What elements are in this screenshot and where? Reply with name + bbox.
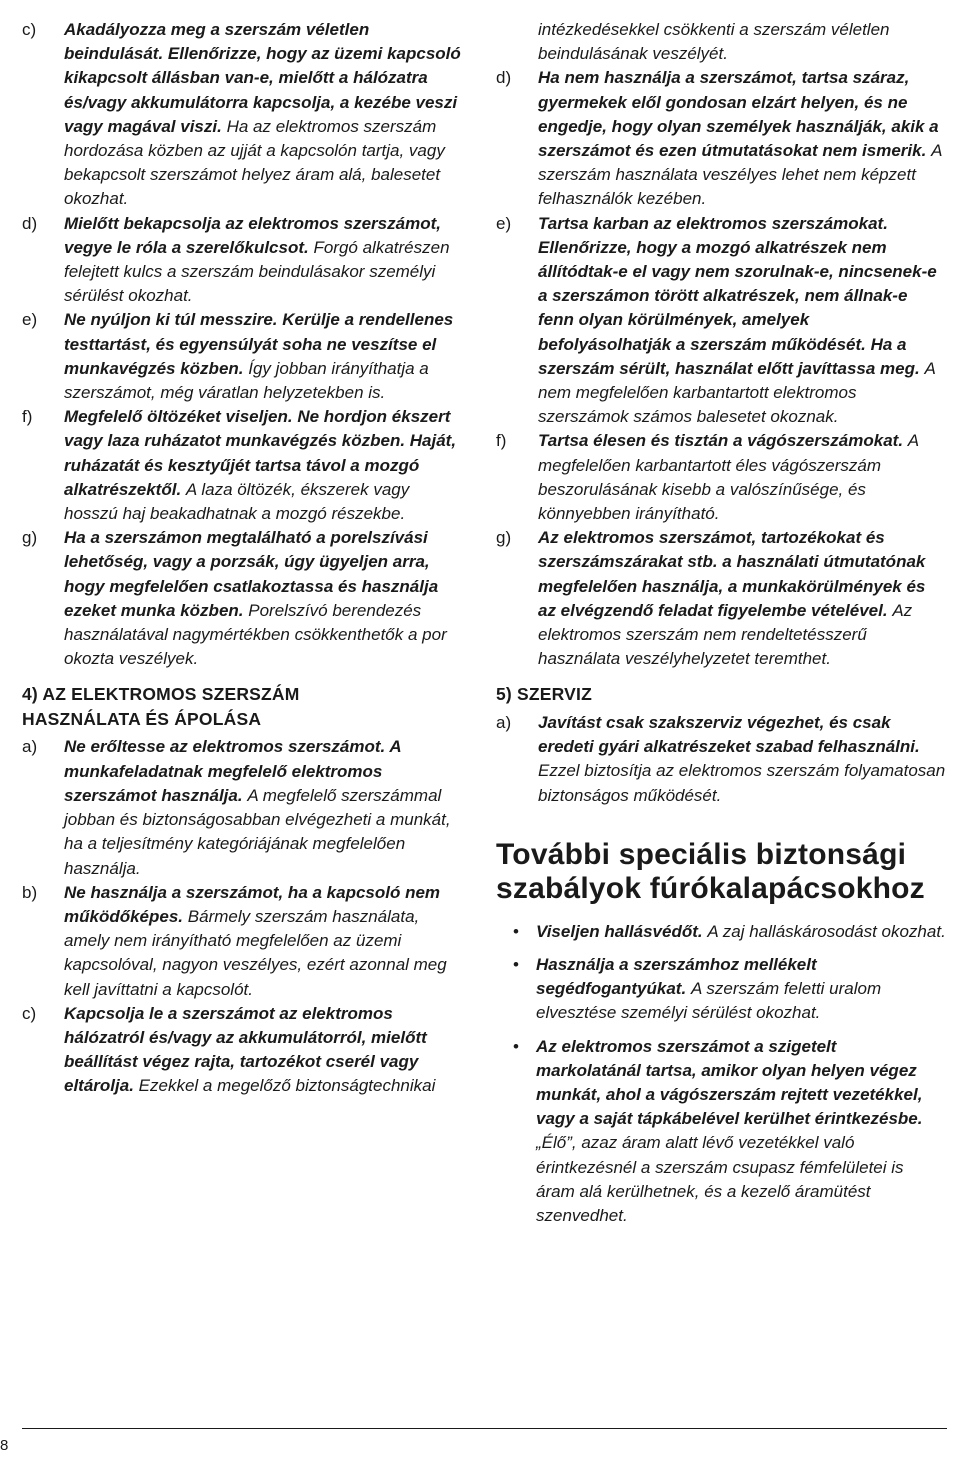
item-text: Ezekkel a megelőző biztonságtechnikai [138,1076,436,1096]
bullet-item-insulated-grip [496,1035,946,1229]
section-4-title-line1: 4) AZ ELEKTROMOS SZERSZÁM [22,684,300,705]
list-item-c4-continued [496,18,946,66]
section-5-title: 5) SZERVIZ [496,684,593,705]
item-text: A szerszám használata veszélyes lehet nem képzett felhasználók kezében. [538,141,942,209]
bullet-glyph: • [513,921,519,941]
footer-rule [22,1428,947,1429]
item-letter: d) [496,68,512,88]
item-bold-text: Tartsa élesen és tisztán a vágószerszámokat. [538,431,904,451]
item-text: Az elektromos szerszám nem rendeltetésszerű használata veszélyhelyzetet teremthet. [538,600,913,669]
item-letter: b) [22,882,38,902]
item-text: A megfelelően karbantartott éles vágószerszám beszorulásának kisebb a valószínűsége, és könnyebben irányítható. [538,431,919,524]
item-bold-text: Ha nem használja a szerszámot, tartsa száraz, gyermekek elől gondosan elzárt helyen, és ne engedje, hogy olyan személyek használják, akik a szerszámot és ezen útmutatásokat nem ismerik. [538,68,939,161]
item-text: A megfelelő szerszámmal jobban és biztonságosabban elvégezheti a munkát, ha a teljesítmény kategóriájának megfelelően használja. [64,785,451,878]
list-item-a4 [22,735,464,880]
list-item-b4 [22,881,464,1002]
item-text: Ezzel biztosítja az elektromos szerszám folyamatosan biztonságos működését. [538,761,946,805]
list-item-c4 [22,1002,464,1099]
item-letter: g) [496,528,512,548]
item-letter: a) [496,712,512,732]
item-letter: a) [22,737,38,757]
item-text: intézkedésekkel csökkenti a szerszám véletlen beindulásának veszélyét. [538,20,890,64]
bullet-bold-text: Az elektromos szerszámot a szigetelt markolatánál tartsa, amikor olyan helyen végez munkát, ahol a vágószerszám rejtett vezetékkel, vagy a saját tápkábelével kerülhet érintkezésbe. [536,1036,923,1129]
special-rules-heading: További speciális biztonsági szabályok fúrókalapácsokhoz [496,837,925,905]
list-item-g4 [496,526,946,671]
item-bold-text: Ha a szerszámon megtalálható a porelszívási lehetőség, vagy a porzsák, úgy ügyeljen arra, hogy megfelelően csatlakoztassa és használja ezeket munka közben. [64,528,439,620]
item-bold-text: Ne erőltesse az elektromos szerszámot. A munkafeladatnak megfelelő elektromos szerszámot használja. [64,737,401,805]
item-bold-text: Az elektromos szerszámot, tartozékokat és szerszámszárakat stb. a használati útmutatónak megfelelően használja, a munkakörülmények és az elvégzendő feladat figyelembe vételével. [538,528,926,620]
item-letter: f) [22,407,33,427]
list-item-e4 [496,212,946,430]
item-text: A laza öltözék, ékszerek vagy hosszú haj beakadhatnak a mozgó részekbe. [64,479,410,524]
item-letter: e) [496,213,512,233]
item-bold-text: Megfelelő öltözéket viseljen. Ne hordjon ékszert vagy laza ruházatot munkavégzés közben. Haját, ruházatát és kesztyűjét tartsa távol a mozgó alkatrészektől. [64,407,457,499]
list-item-d-prev [22,212,464,309]
item-bold-text: Tartsa karban az elektromos szerszámokat. Ellenőrizze, hogy a mozgó alkatrészek nem állítódtak-e el vagy nem szorulnak-e, nincsenek-e a szerszámon törött alkatrészek, nem állnak-e fenn olyan körülmények, amelyek befolyásolhatják a szerszám működését. Ha a szerszám sérült, használat előtt javíttassa meg. [538,213,937,378]
item-text: A nem megfelelően karbantartott elektromos szerszámok számos balesetet okoznak. [538,358,936,427]
item-text: Bármely szerszám használata, amely nem irányítható megfelelően az üzemi kapcsolóval, nagyon veszélyes, ezért azonnal meg kell javíttatni a kapcsolót. [64,906,447,999]
item-bold-text: Mielőtt bekapcsolja az elektromos szerszámot, vegye le róla a szerelőkulcsot. [64,213,441,257]
item-text: Porelszívó berendezés használatával nagymértékben csökkenthetők a por okozta veszélyek. [64,600,447,669]
item-text: Így jobban irányíthatja a szerszámot, még váratlan helyzetekben is. [64,358,429,403]
bullet-bold-text: Használja a szerszámhoz mellékelt segédfogantyúkat. [536,955,817,999]
left-column [22,18,464,1099]
item-bold-text: Ne nyúljon ki túl messzire. Kerülje a rendellenes testtartást, és egyensúlyát soha ne veszítse el munkavégzés közben. [64,310,454,378]
section-4-title [22,682,464,731]
list-item-g-prev [22,526,464,671]
list-item-d4 [496,66,946,211]
bullet-glyph: • [513,955,519,974]
section-4-title-line2: HASZNÁLATA ÉS ÁPOLÁSA [22,708,262,729]
item-letter: e) [22,310,38,330]
bullet-glyph: • [513,1036,519,1056]
item-letter: d) [22,213,38,233]
bullet-text: A zaj halláskárosodást okozhat. [707,921,946,941]
right-column [496,18,946,1237]
item-letter: g) [22,528,38,548]
item-bold-text: Ne használja a szerszámot, ha a kapcsoló nem működőképes. [64,882,441,926]
list-item-f-prev [22,405,464,526]
bullet-text: „Élő”, azaz áram alatt lévő vezetékkel való érintkezésnél a szerszám csupasz fémfelületei is áram alá kerülhetnek, és a kezelő áramütést szenvedhet. [536,1133,904,1226]
list-item-a5 [496,711,946,808]
item-bold-text: Akadályozza meg a szerszám véletlen beindulását. Ellenőrizze, hogy az üzemi kapcsoló kikapcsolt állásban van-e, mielőtt a hálózatra és/vagy akkumulátorra kapcsolja, a kezébe veszi vagy magával viszi. [64,20,461,136]
list-item-e-prev [22,308,464,405]
list-item-c-prev [22,18,464,212]
item-bold-text: Kapcsolja le a szerszámot az elektromos hálózatról és/vagy az akkumulátorról, mielőtt beállítást végez rajta, tartozékot cserél vagy eltárolja. [64,1003,427,1096]
bullet-item-hearing [496,920,946,944]
item-bold-text: Javítást csak szakszerviz végezhet, és csak eredeti gyári alkatrészeket szabad felhasználni. [538,712,920,757]
bullet-item-handles [496,953,946,1026]
list-item-f4 [496,429,946,526]
page-number: 8 [0,1437,9,1454]
item-letter: c) [22,20,37,39]
bullet-bold-text: Viseljen hallásvédőt. [536,921,703,941]
item-letter: c) [22,1003,37,1023]
item-letter: f) [496,431,507,451]
item-text: Forgó alkatrészen felejtett kulcs a szerszám beindulásakor személyi sérülést okozhat. [64,237,450,306]
bullet-text: A szerszám feletti uralom elvesztése személyi sérülést okozhat. [536,979,882,1023]
item-text: Ha az elektromos szerszám hordozása közben az ujját a kapcsolón tartja, vagy bekapcsolt szerszámot helyez áram alá, balesetet okozhat. [64,116,445,209]
